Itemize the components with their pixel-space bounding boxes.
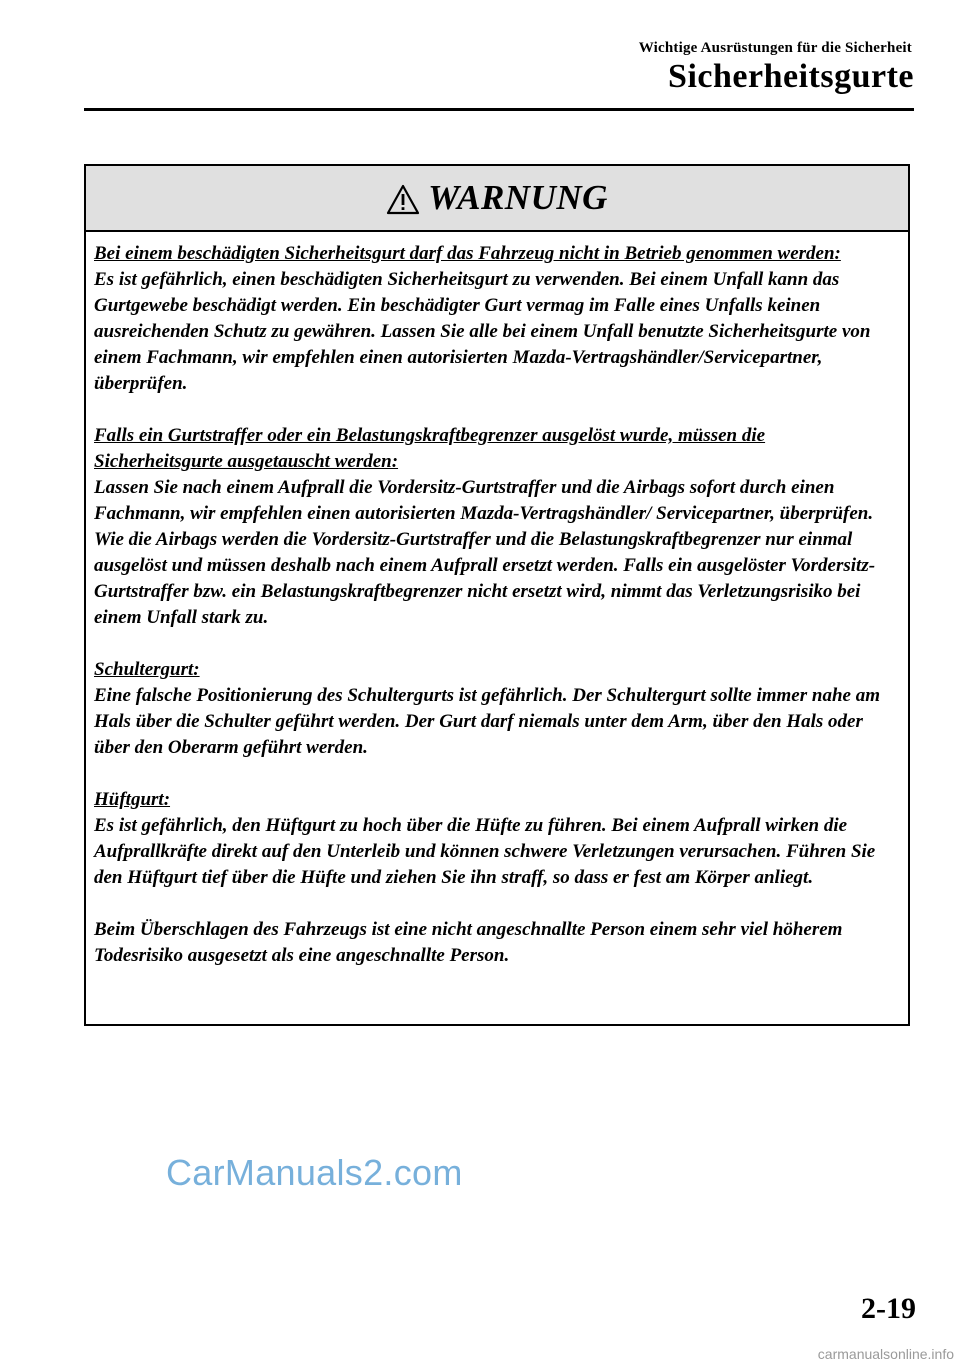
- warning-paragraph: [94, 917, 898, 969]
- footer-watermark: carmanualsonline.info: [817, 1346, 954, 1362]
- warning-paragraph: [94, 787, 898, 891]
- warning-box: [84, 164, 910, 1026]
- section-header: Wichtige Ausrüstungen für die Sicherheit: [638, 40, 912, 56]
- warning-header: [86, 166, 908, 232]
- page-number: 2-19: [861, 1292, 916, 1325]
- paragraph-text: Eine falsche Positionierung des Schultergurts ist gefährlich. Der Schultergurt sollte immer nahe am Hals über die Schulter geführt werden. Der Gurt darf niemals unter dem Arm, über den Hals oder über den Oberarm geführt werden.: [94, 685, 880, 758]
- page-title: Sicherheitsgurte: [668, 58, 914, 95]
- warning-paragraph: [94, 423, 898, 631]
- warning-body: [86, 232, 908, 969]
- warning-paragraph: [94, 657, 898, 761]
- paragraph-text: Lassen Sie nach einem Aufprall die Vordersitz-Gurtstraffer und die Airbags sofort durch einen Fachmann, wir empfehlen einen autorisierten Mazda-Vertragshändler/ Servicepartner, überprüfen. Wie die Airbags werden die Vordersitz-Gurtstraffer und die Belastungskraftbegrenzer nur einmal ausgelöst und müssen deshalb nach einem Aufprall ersetzt werden. Falls ein ausgelöster Vordersitz-Gurtstraffer bzw. ein Belastungskraftbegrenzer nicht ersetzt wird, nimmt das Verletzungsrisiko bei einem Unfall stark zu.: [94, 477, 876, 628]
- paragraph-text: Es ist gefährlich, den Hüftgurt zu hoch über die Hüfte zu führen. Bei einem Aufprall wirken die Aufprallkräfte direkt auf den Unterleib und können schwere Verletzungen verursachen. Führen Sie den Hüftgurt tief über die Hüfte und ziehen Sie ihn straff, so dass er fest am Körper anliegt.: [94, 815, 876, 888]
- header-divider: [84, 108, 914, 111]
- warning-triangle-icon: [386, 184, 420, 215]
- paragraph-heading: Bei einem beschädigten Sicherheitsgurt darf das Fahrzeug nicht in Betrieb genommen werden:: [94, 243, 841, 264]
- warning-paragraph: [94, 241, 898, 397]
- paragraph-text: Beim Überschlagen des Fahrzeugs ist eine nicht angeschnallte Person einem sehr viel höherem Todesrisiko ausgesetzt als eine angeschnallte Person.: [94, 919, 843, 966]
- warning-title: WARNUNG: [428, 178, 608, 217]
- watermark-logo: CarManuals2.com: [166, 1152, 463, 1193]
- paragraph-heading: Hüftgurt:: [94, 789, 171, 810]
- paragraph-heading: Falls ein Gurtstraffer oder ein Belastungskraftbegrenzer ausgelöst wurde, müssen die Sicherheitsgurte ausgetauscht werden:: [94, 425, 766, 472]
- paragraph-text: Es ist gefährlich, einen beschädigten Sicherheitsgurt zu verwenden. Bei einem Unfall kann das Gurtgewebe beschädigt werden. Ein beschädigter Gurt vermag im Falle eines Unfalls keinen ausreichenden Schutz zu gewähren. Lassen Sie alle bei einem Unfall benutzte Sicherheitsgurte von einem Fachmann, wir empfehlen einen autorisierten Mazda-Vertragshändler/Servicepartner, überprüfen.: [94, 269, 871, 394]
- paragraph-heading: Schultergurt:: [94, 659, 200, 680]
